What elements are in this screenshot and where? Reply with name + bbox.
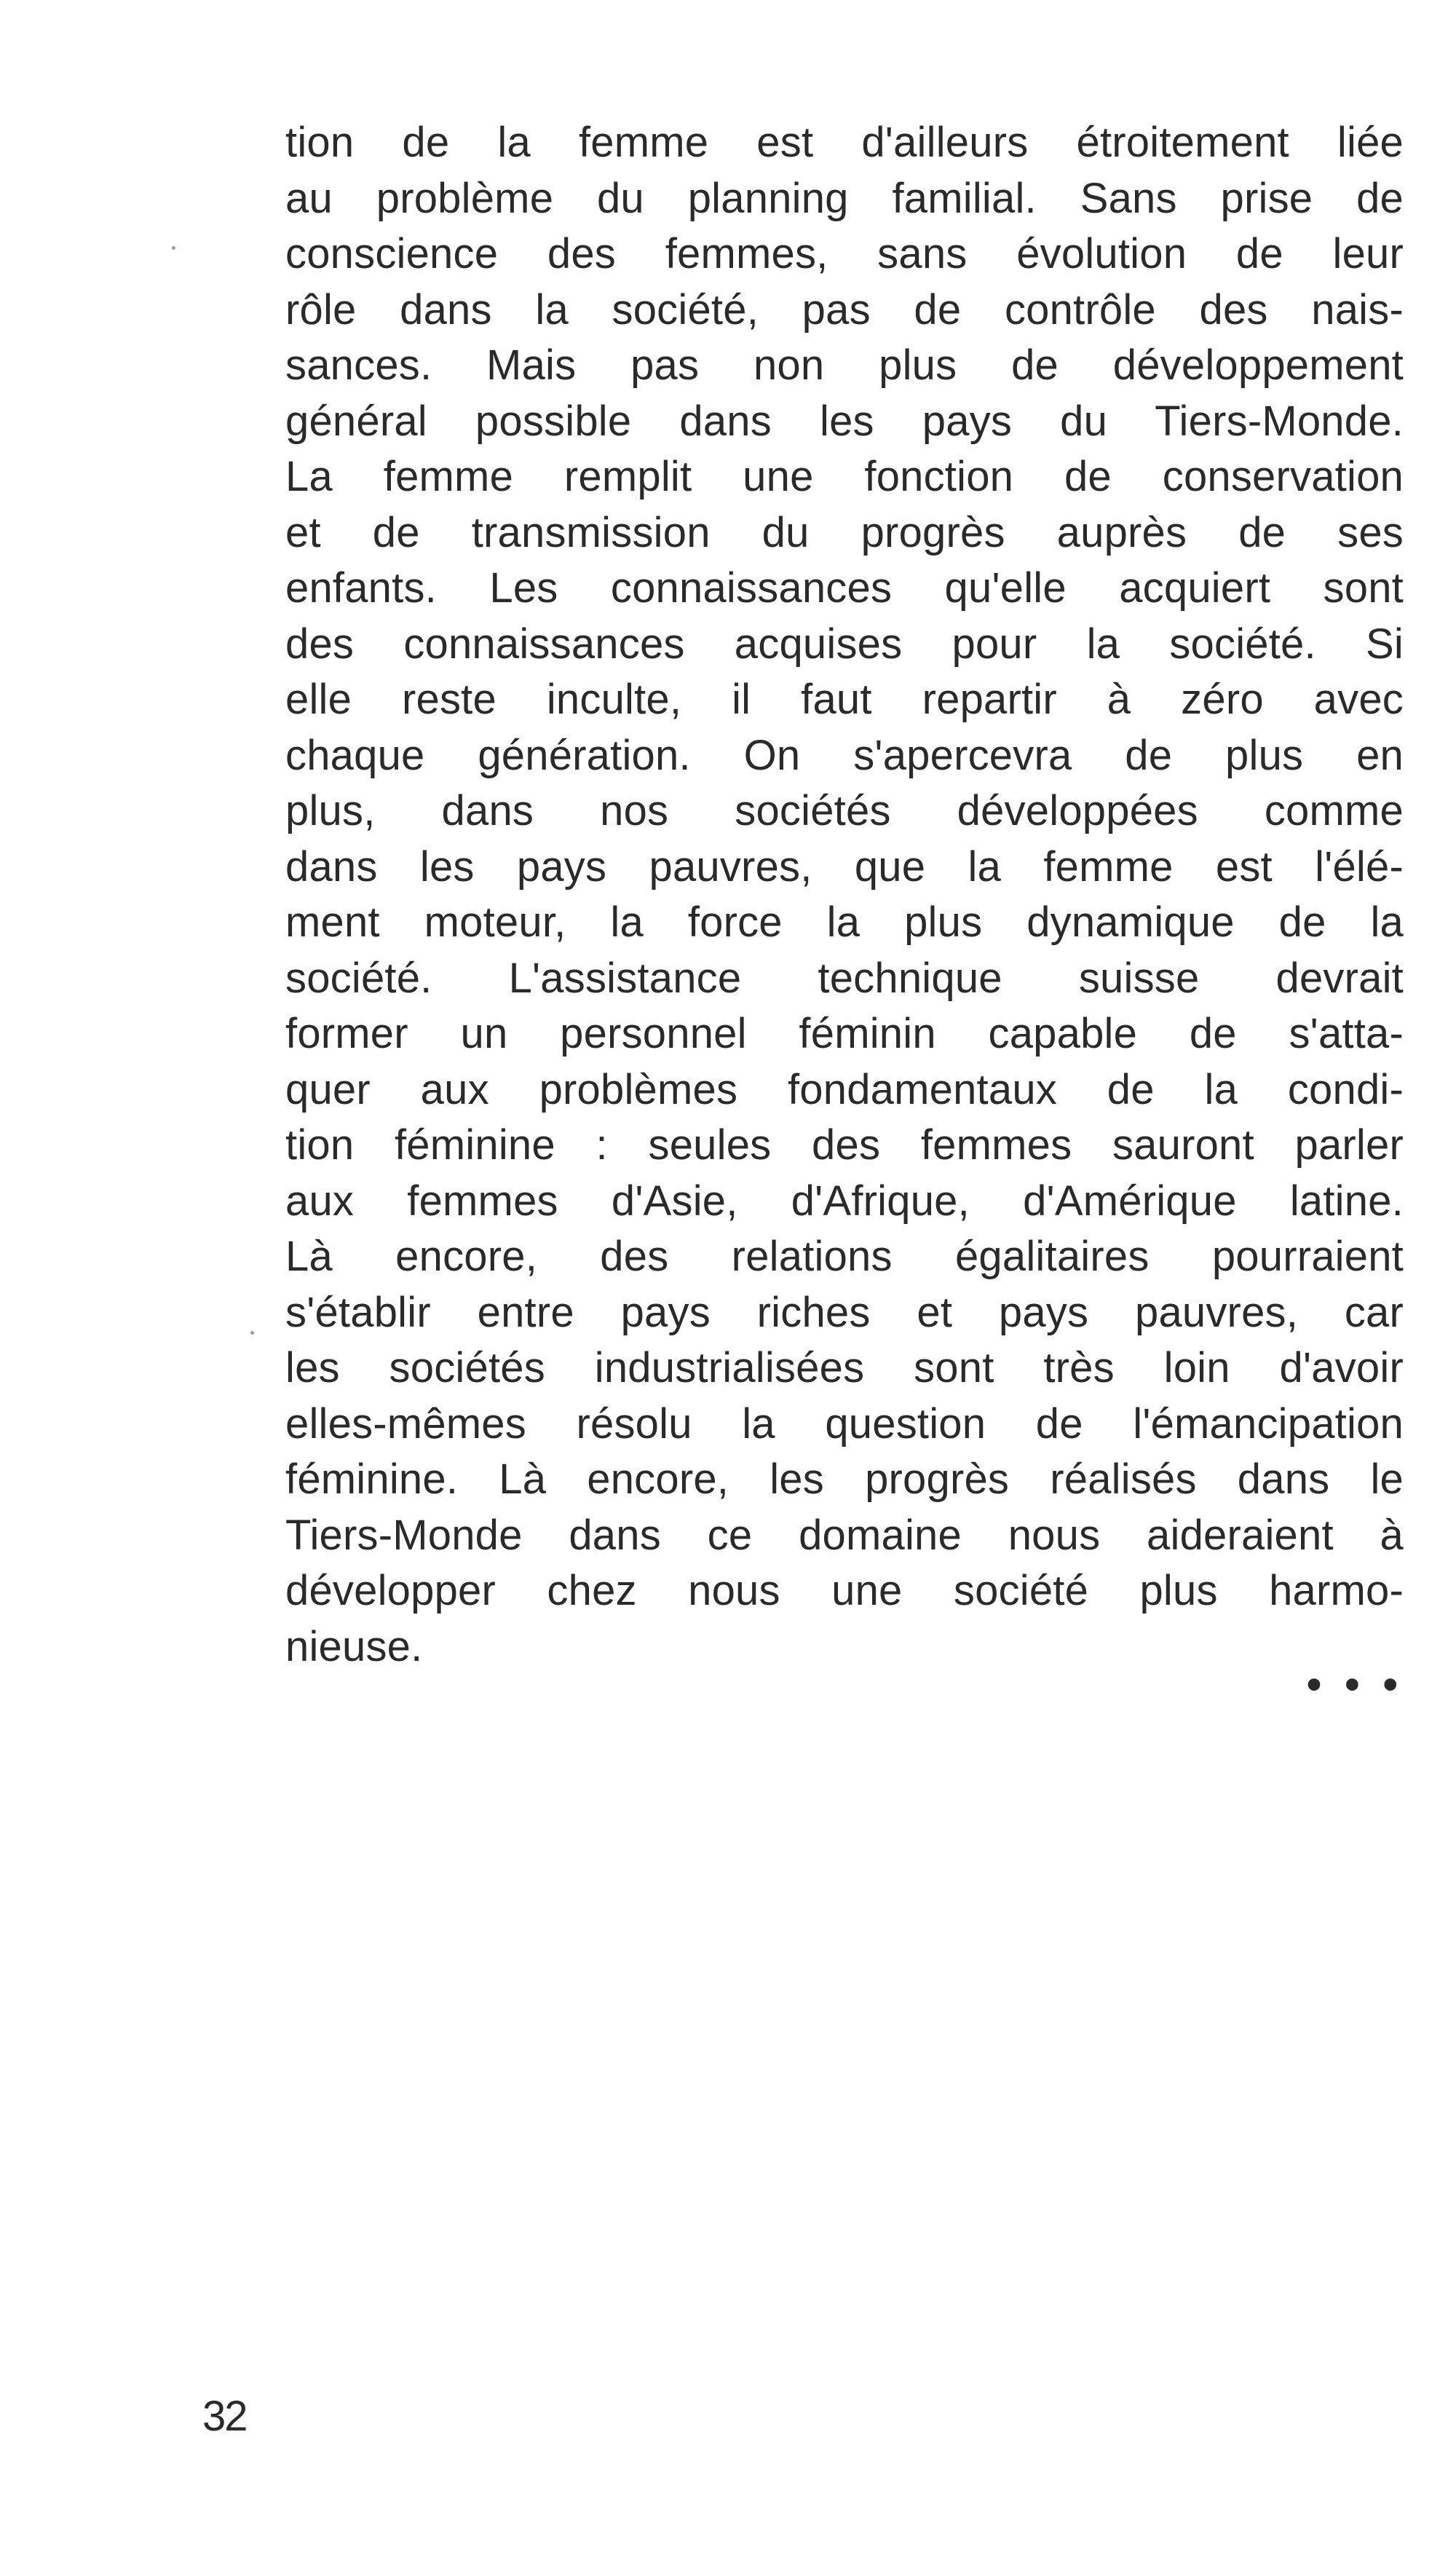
scan-speck	[250, 1331, 254, 1335]
text-line: tion féminine : seules des femmes sauront parler	[285, 1121, 1404, 1169]
text-line: et de transmission du progrès auprès de ses	[285, 508, 1404, 556]
text-line: chaque génération. On s'apercevra de plus en	[285, 731, 1404, 779]
text-line: tion de la femme est d'ailleurs étroitement liée	[285, 119, 1404, 166]
text-line: elles-mêmes résolu la question de l'émancipation	[285, 1399, 1404, 1448]
text-line: au problème du planning familial. Sans prise de	[285, 174, 1404, 222]
text-line: nieuse.	[285, 1622, 423, 1670]
text-line: société. L'assistance technique suisse devrait	[285, 954, 1404, 1002]
text-line: quer aux problèmes fondamentaux de la condi-	[285, 1065, 1404, 1113]
text-line: plus, dans nos sociétés développées comme	[285, 787, 1404, 834]
text-line: général possible dans les pays du Tiers-Monde.	[285, 397, 1404, 445]
text-line: Là encore, des relations égalitaires pourraient	[285, 1233, 1404, 1280]
text-line: conscience des femmes, sans évolution de leur	[285, 230, 1404, 277]
text-line: sances. Mais pas non plus de développement	[285, 341, 1404, 389]
text-line: former un personnel féminin capable de s'atta-	[285, 1010, 1404, 1057]
text-line: aux femmes d'Asie, d'Afrique, d'Amérique latine.	[285, 1177, 1404, 1225]
text-line: s'établir entre pays riches et pays pauvres, car	[285, 1288, 1404, 1336]
text-line: elle reste inculte, il faut repartir à zéro avec	[285, 676, 1404, 723]
text-line: des connaissances acquises pour la société. Si	[285, 620, 1404, 668]
page-number: 32	[202, 2393, 247, 2440]
text-line: développer chez nous une société plus harmo-	[285, 1567, 1404, 1614]
text-line: féminine. Là encore, les progrès réalisés dans le	[285, 1456, 1404, 1503]
text-line: La femme remplit une fonction de conservation	[285, 453, 1404, 500]
text-line: ment moteur, la force la plus dynamique de la	[285, 899, 1404, 946]
text-line: Tiers-Monde dans ce domaine nous aideraient à	[285, 1511, 1404, 1559]
scan-speck	[172, 246, 175, 250]
section-end-ellipsis: • • •	[1306, 1661, 1404, 1708]
text-line: enfants. Les connaissances qu'elle acquiert sont	[285, 564, 1404, 612]
body-text	[285, 115, 1404, 1675]
text-line: rôle dans la société, pas de contrôle des nais-	[285, 285, 1404, 333]
text-line: les sociétés industrialisées sont très loin d'avoir	[285, 1344, 1404, 1391]
text-line: dans les pays pauvres, que la femme est l'élé-	[285, 842, 1404, 890]
